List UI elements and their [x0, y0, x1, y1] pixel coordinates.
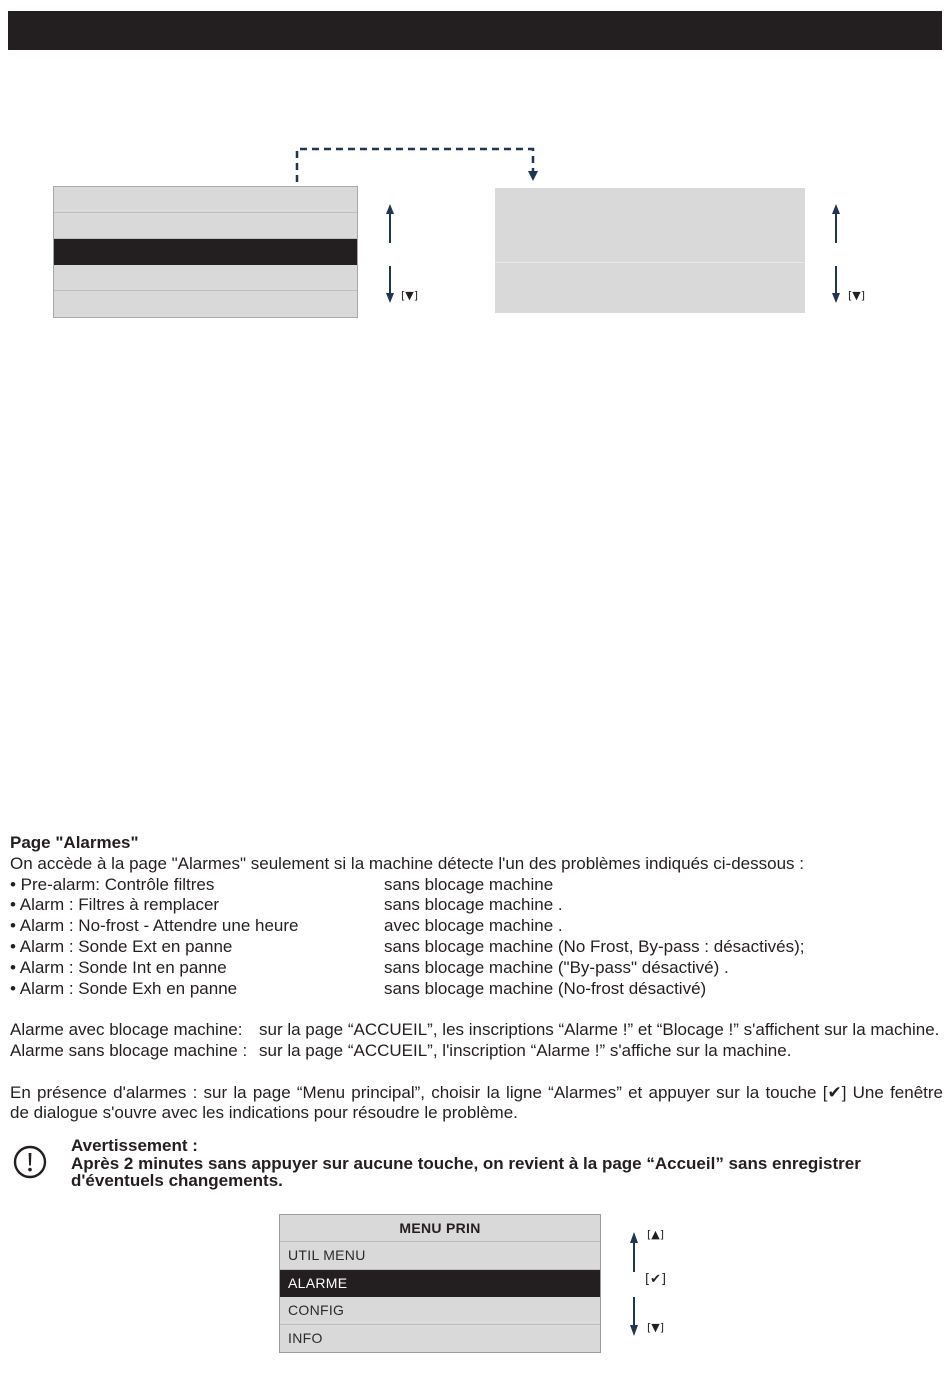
menu-item-util-menu: UTIL MENU: [280, 1242, 600, 1269]
alarms-section: [10, 833, 943, 1124]
down-key-label: [▼]: [848, 289, 866, 302]
instruction-text: de dialogue s'ouvre avec les indications pour résoudre le problème.: [10, 1103, 518, 1123]
connector-arrowhead-icon: [528, 171, 538, 181]
menu-item-alarme: ALARME: [280, 1270, 600, 1297]
exclamation-circle-icon: [13, 1145, 47, 1179]
alarm-effect: sans blocage machine .: [384, 895, 563, 915]
menu-row: [54, 265, 357, 291]
down-key-label: [▼]: [401, 289, 419, 302]
menu-item-info: INFO: [288, 1329, 323, 1346]
up-key-label: [▲]: [647, 1228, 665, 1241]
down-arrow-icon: [386, 266, 394, 303]
alarm-name: • Alarm : Sonde Int en panne: [10, 957, 227, 977]
note-label: Alarme avec blocage machine:: [10, 1020, 243, 1040]
up-arrow-icon: [832, 204, 840, 243]
menu-row: [54, 187, 357, 213]
dashed-connector: [297, 149, 533, 182]
note-text: sur la page “ACCUEIL”, l'inscription “Alarme !” s'affiche sur la machine.: [259, 1040, 792, 1060]
alarm-list-item: [10, 895, 943, 916]
alarm-effect: sans blocage machine: [384, 874, 554, 894]
alarm-name: • Alarm : Filtres à remplacer: [10, 895, 220, 915]
main-menu-illustration: [279, 1214, 601, 1353]
alarm-name: • Alarm : Sonde Exh en panne: [10, 978, 238, 998]
menu-screen-illustration: [53, 186, 358, 318]
screen-divider: [495, 262, 805, 263]
menu-item-config: CONFIG: [280, 1297, 600, 1324]
menu-row: [54, 213, 357, 239]
alarm-effect: sans blocage machine (No Frost, By-pass : désactivés);: [384, 936, 805, 956]
spacer: [10, 999, 943, 1020]
menu-row: [54, 239, 357, 265]
alarm-screen-illustration: [495, 188, 805, 313]
alarm-list-item: [10, 916, 943, 937]
alarm-name: • Pre-alarm: Contrôle filtres: [10, 874, 215, 894]
note-line: [10, 1041, 943, 1062]
section-title: Page "Alarmes": [10, 833, 139, 852]
spacer: [10, 1062, 943, 1083]
alarm-list-item: [10, 979, 943, 1000]
warning-title: Avertissement :: [71, 1136, 198, 1155]
note-line: [10, 1020, 943, 1041]
alarm-effect: sans blocage machine ("By-pass" désactivé) .: [384, 957, 729, 977]
alarm-list-item: [10, 875, 943, 896]
up-arrow-icon: [386, 204, 394, 243]
down-arrow-icon: [832, 266, 840, 303]
intro-text: On accède à la page "Alarmes" seulement si la machine détecte l'un des problèmes indiqués ci-dessous :: [10, 853, 804, 873]
warning-text: Après 2 minutes sans appuyer sur aucune touche, on revient à la page “Accueil” sans enregistrer d'éventuels changements.: [71, 1153, 861, 1190]
down-arrow-icon: [630, 1297, 638, 1336]
ok-key-label: [✔]: [645, 1272, 667, 1287]
header-bar: [8, 11, 942, 50]
note-label: Alarme sans blocage machine :: [10, 1040, 248, 1060]
alarm-name: • Alarm : Sonde Ext en panne: [10, 936, 233, 956]
alarm-list-item: [10, 958, 943, 979]
note-text: sur la page “ACCUEIL”, les inscriptions “Alarme !” et “Blocage !” s'affichent sur la machine.: [259, 1020, 940, 1040]
up-arrow-icon: [630, 1232, 638, 1272]
menu-row: [54, 291, 357, 317]
alarm-name: • Alarm : No-frost - Attendre une heure: [10, 916, 299, 936]
alarm-effect: avec blocage machine .: [384, 916, 563, 936]
instruction-text: En présence d'alarmes : sur la page “Menu principal”, choisir la ligne “Alarmes” et appuyer sur la touche [✔] Une fenêtre: [10, 1082, 943, 1102]
alarm-effect: sans blocage machine (No-frost désactivé): [384, 978, 707, 998]
menu-title: MENU PRIN: [280, 1215, 600, 1242]
warning-block: [71, 1137, 921, 1190]
alarm-list-item: [10, 937, 943, 958]
down-key-label: [▼]: [647, 1321, 665, 1334]
